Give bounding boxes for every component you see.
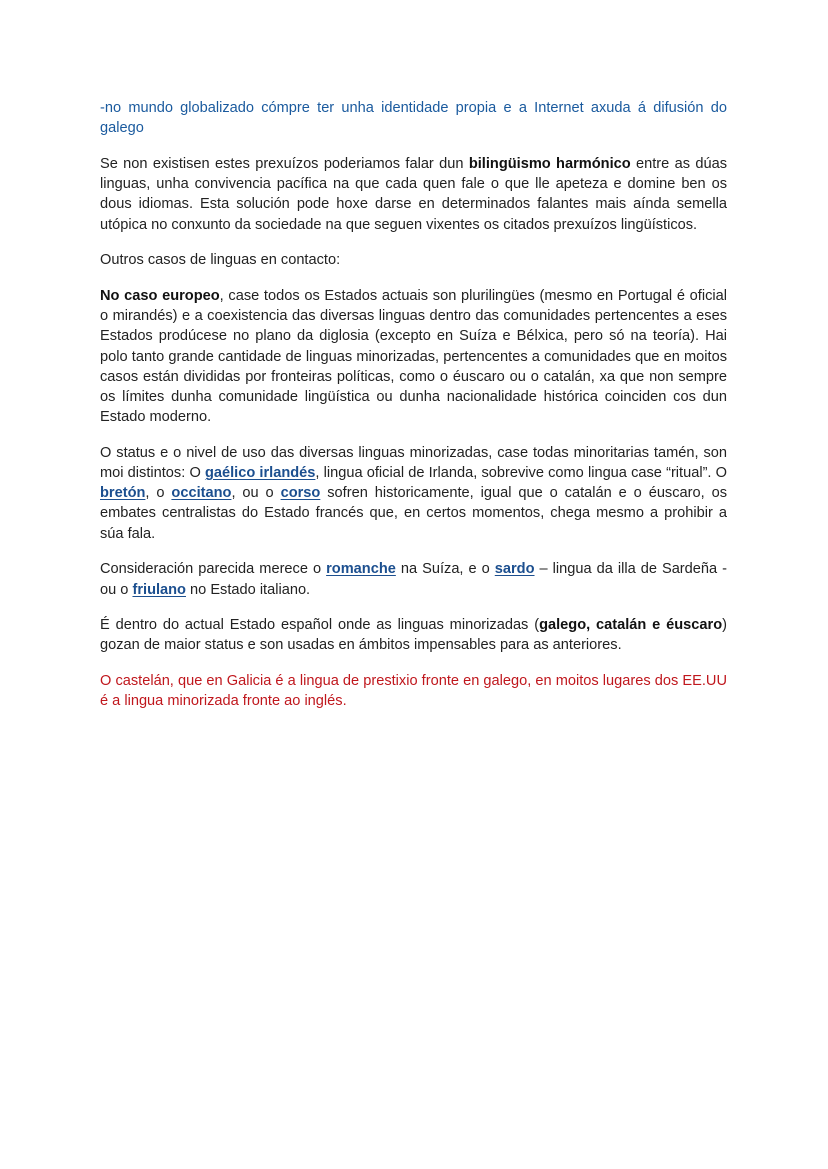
harmonic-bilingualism-paragraph (100, 154, 727, 235)
paragraph-text: , ou o (231, 485, 281, 502)
paragraph-text: – lingua da illa de Sardeña - ou o (100, 561, 728, 598)
paragraph-text: ) gozan de maior status e son usadas en ámbitos impensables para as anteriores. (100, 617, 727, 654)
link-breton[interactable]: bretón (100, 485, 146, 502)
paragraph-text: sofren historicamente, igual que o catalán e o éuscaro, os embates centralistas do Estado francés que, en certos momentos, chega mesmo a prohibir a súa fala. (100, 485, 727, 542)
paragraph-text: no Estado italiano. (185, 581, 311, 598)
paragraph-text: na Suíza, e o (395, 561, 495, 578)
link-friulano[interactable]: friulano (132, 581, 186, 598)
paragraph-text: Consideración parecida merece o (100, 561, 327, 578)
paragraph-text: , o (145, 485, 172, 502)
other-cases-heading: Outros casos de linguas en contacto: (100, 252, 341, 269)
paragraph-text: É dentro do actual Estado español onde as linguas minorizadas ( (100, 617, 540, 634)
link-occitano[interactable]: occitano (171, 485, 232, 502)
swiss-italian-paragraph (100, 559, 727, 599)
european-case-paragraph (100, 286, 727, 427)
link-corso[interactable]: corso (280, 485, 321, 502)
link-gaelico-irlandes[interactable]: gaélico irlandés (204, 465, 316, 482)
paragraph-text: , lingua oficial de Irlanda, sobrevive como lingua case “ritual”. O (315, 465, 728, 482)
paragraph-text: , case todos os Estados actuais son plurilingües (mesmo en Portugal é oficial o mirandés) e a coexistencia das diversas linguas dentro das comunidades pertencentes a eses Estados prodúcese no plano da diglosia (excepto en Suíza e Bélxica, pero só na teoría). Hai polo tanto grande cantidade de linguas minorizadas, pertencentes a comunidades que en moitos casos están divididas por fronteiras políticas, como o éuscaro ou o catalán, xa que non sempre os límites dunha comunidade lingüística ou dunha nacionalidade histórica coinciden cos dun Estado moderno. (100, 287, 727, 426)
bold-term-languages: galego, catalán e éuscaro (539, 617, 723, 634)
bold-term-bilingualism: bilingüismo harmónico (468, 155, 631, 172)
spanish-state-paragraph (100, 615, 727, 655)
globalized-world-paragraph: -no mundo globalizado cómpre ter unha identidade propia e a Internet axuda á difusión do galego (100, 100, 727, 137)
bold-term-european-case: No caso europeo (100, 287, 220, 304)
link-sardo[interactable]: sardo (494, 561, 535, 578)
link-romanche[interactable]: romanche (326, 561, 396, 578)
castilian-usa-paragraph: O castelán, que en Galicia é a lingua de prestixio fronte en galego, en moitos lugares dos EE.UU é a lingua minorizada fronte ao inglés. (100, 673, 727, 710)
paragraph-text: entre as dúas linguas, unha convivencia pacífica na que cada quen fale o que lle apeteza e domine ben os dous idiomas. Esta solución pode hoxe darse en determinados falantes mais aínda semella utópica no conxunto da sociedade na que seguen vixentes os citados prexuízos lingüísticos. (100, 155, 727, 233)
minority-languages-status-paragraph (100, 443, 727, 544)
paragraph-text: Se non existisen estes prexuízos poderiamos falar dun (100, 155, 469, 172)
paragraph-text: O status e o nivel de uso das diversas linguas minorizadas, case todas minoritarias tamén, son moi distintos: O (100, 444, 727, 482)
